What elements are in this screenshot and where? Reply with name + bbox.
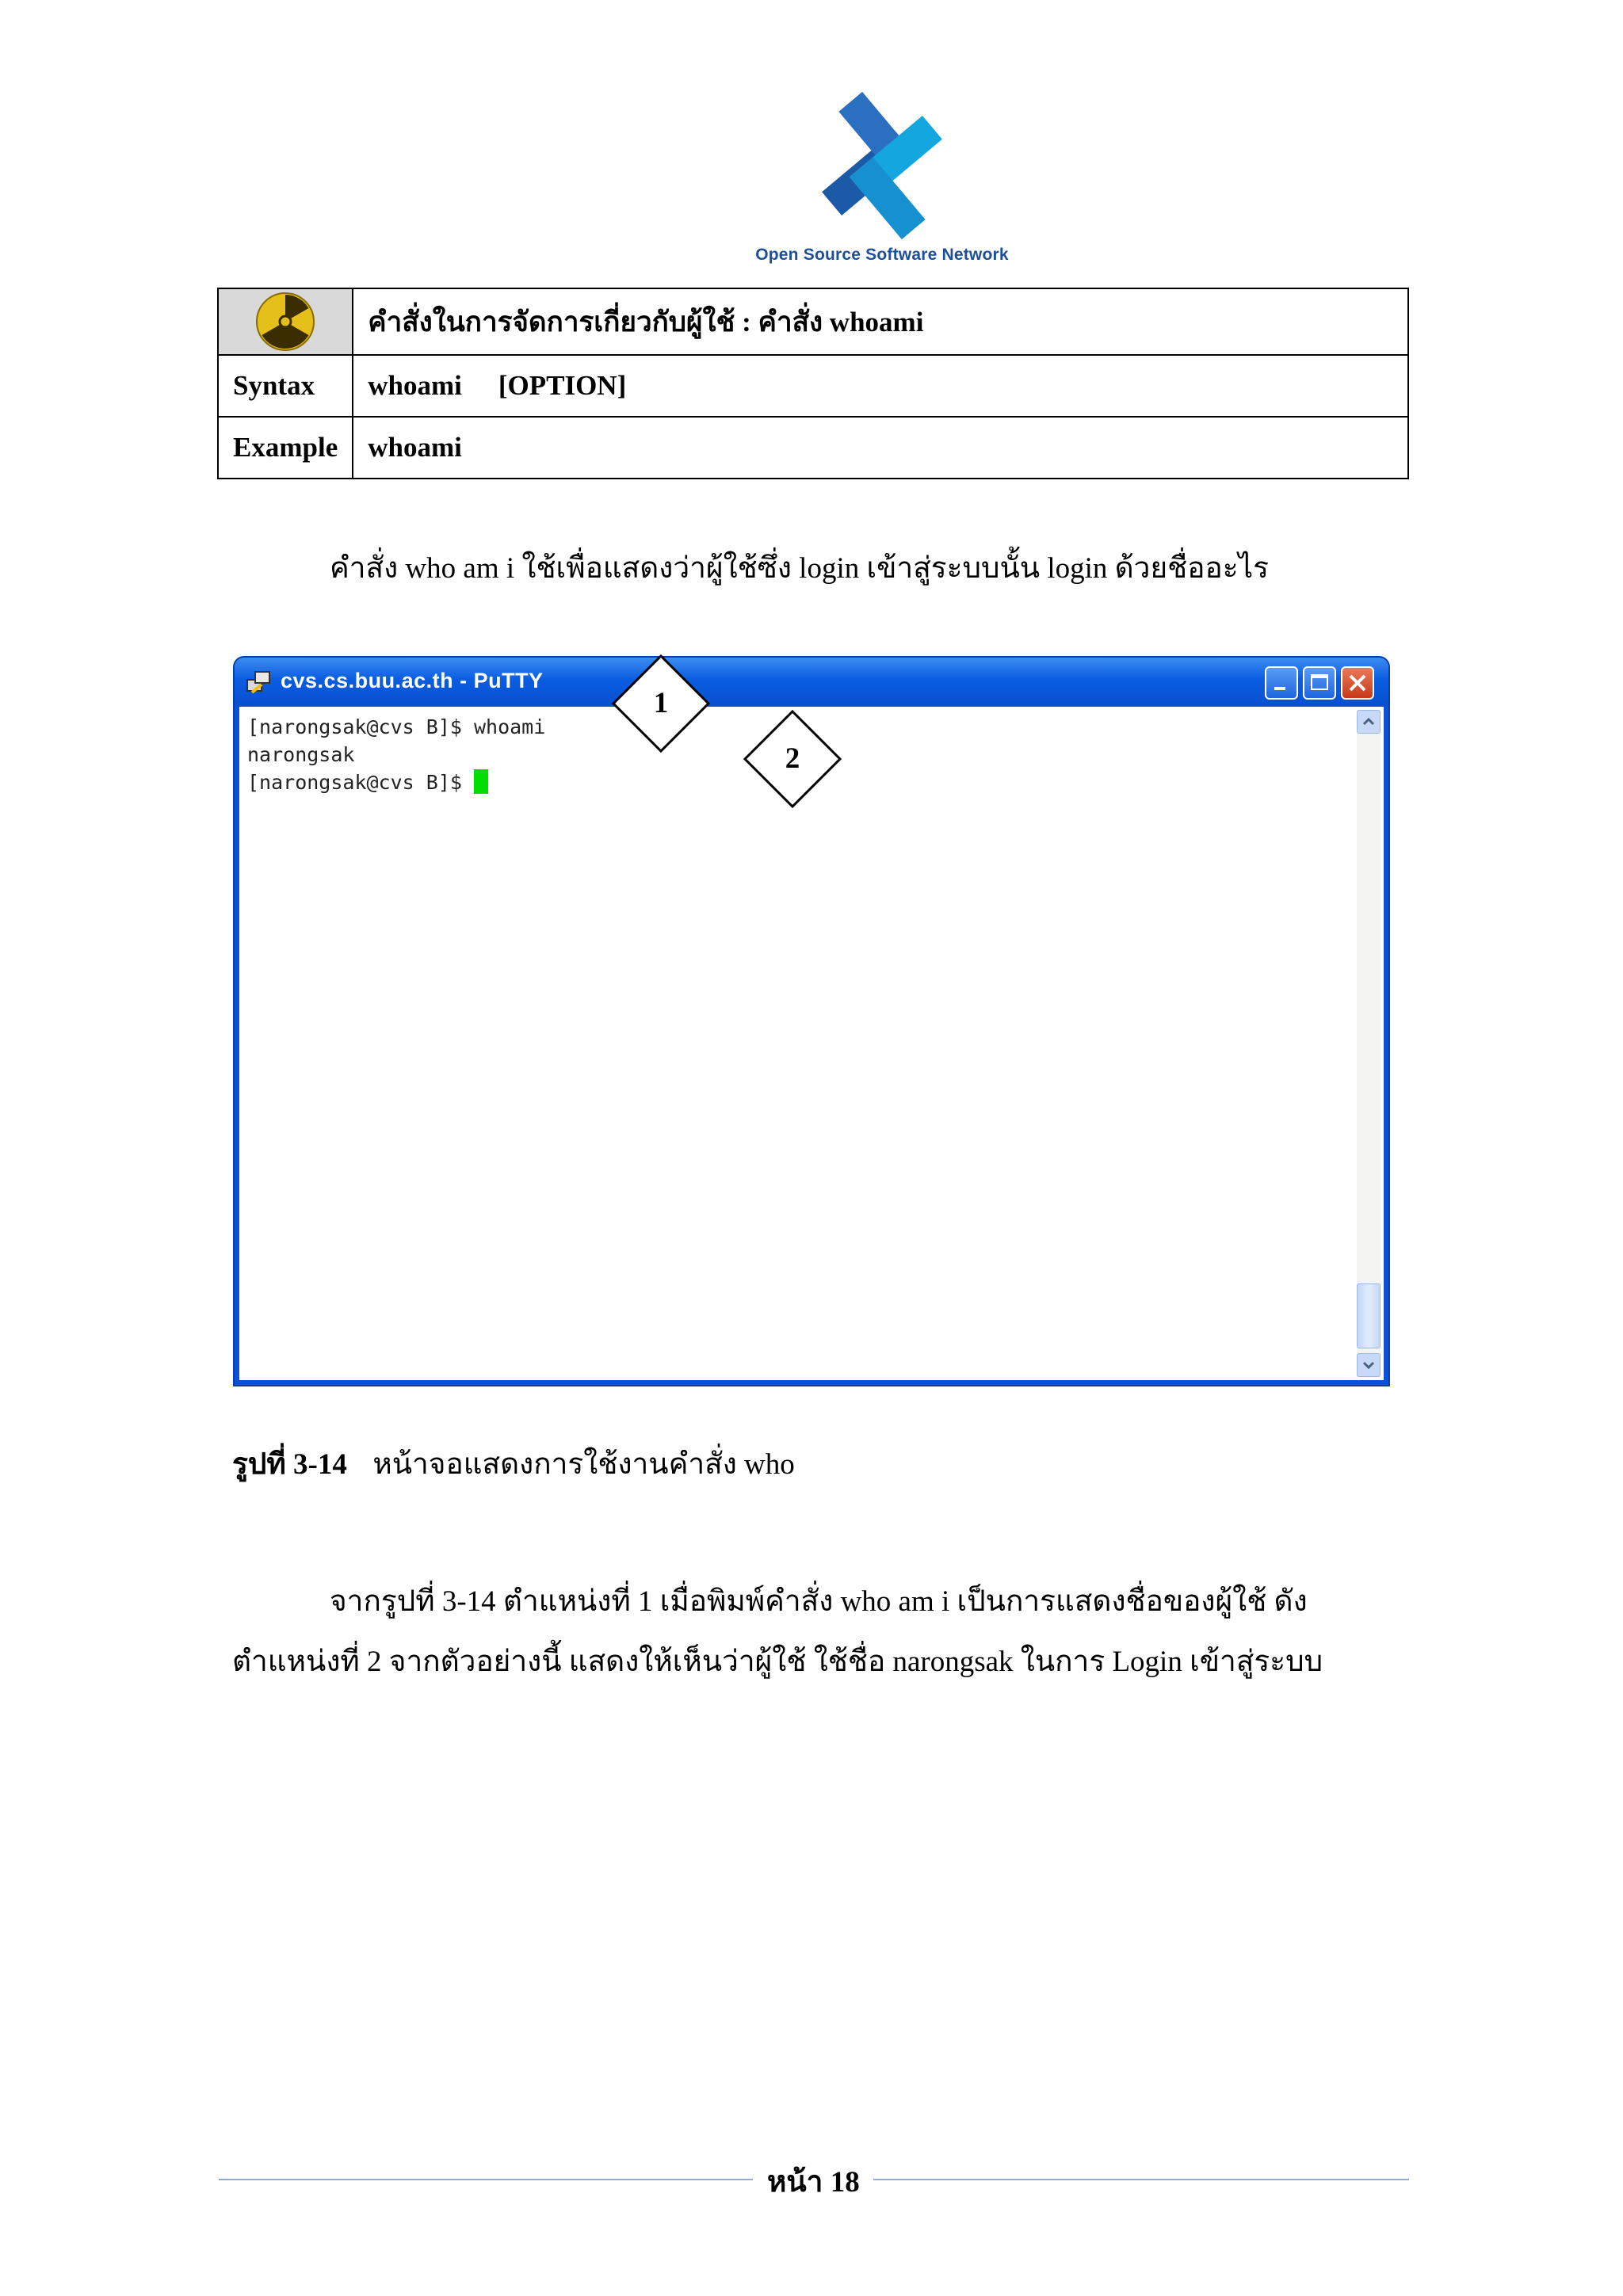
close-button[interactable] bbox=[1341, 666, 1374, 700]
callout-number: 2 bbox=[785, 742, 800, 775]
terminal-line: [narongsak@cvs B]$ bbox=[247, 771, 474, 794]
terminal-line: [narongsak@cvs B]$ whoami bbox=[247, 715, 546, 738]
syntax-option: [OPTION] bbox=[498, 370, 627, 401]
scroll-down-button[interactable] bbox=[1357, 1353, 1381, 1377]
radiation-icon bbox=[254, 290, 317, 353]
osn-logo bbox=[710, 89, 1054, 274]
minimize-icon bbox=[1274, 687, 1285, 690]
figure-label: รูปที่ 3-14 bbox=[232, 1448, 347, 1481]
callout-marker-1 bbox=[610, 653, 712, 754]
vertical-scrollbar[interactable] bbox=[1357, 710, 1381, 1377]
putty-app-icon[interactable] bbox=[246, 669, 273, 696]
chevron-down-icon bbox=[1358, 1354, 1380, 1376]
command-table-header-row bbox=[218, 288, 1408, 355]
figure-caption bbox=[232, 1440, 795, 1487]
logo-text: Open Source Software Network bbox=[755, 246, 1009, 264]
minimize-button[interactable] bbox=[1265, 666, 1298, 700]
osn-logo-icon bbox=[805, 89, 959, 242]
syntax-command: whoami bbox=[368, 370, 462, 401]
example-label: Example bbox=[218, 417, 353, 479]
page-number: หน้า 18 bbox=[767, 2166, 860, 2199]
scroll-thumb[interactable] bbox=[1357, 1283, 1381, 1348]
terminal-prompt-line bbox=[247, 769, 545, 796]
command-table bbox=[217, 288, 1409, 479]
command-icon-cell bbox=[218, 288, 353, 355]
terminal-cursor bbox=[474, 769, 488, 794]
explanation-line-1: จากรูปที่ 3-14 ตำแหน่งที่ 1 เมื่อพิมพ์คำสั่ง who am i เป็นการแสดงชื่อของผู้ใช้ ดัง bbox=[330, 1585, 1308, 1618]
callout-number: 1 bbox=[653, 687, 669, 719]
footer-rule-left bbox=[219, 2179, 753, 2180]
example-value: whoami bbox=[353, 417, 1408, 479]
intro-paragraph: คำสั่ง who am i ใช้เพื่อแสดงว่าผู้ใช้ซึ่ง login เข้าสู่ระบบนั้น login ด้วยชื่ออะไร bbox=[330, 552, 1270, 585]
putty-titlebar[interactable] bbox=[235, 658, 1388, 707]
terminal-output[interactable] bbox=[247, 713, 545, 796]
explanation-line-2: ตำแหน่งที่ 2 จากตัวอย่างนี้ แสดงให้เห็นว่าผู้ใช้ ใช้ชื่อ narongsak ในการ Login เข้าสู่ระบบ bbox=[232, 1646, 1323, 1678]
scroll-up-button[interactable] bbox=[1357, 710, 1381, 734]
maximize-icon bbox=[1311, 674, 1328, 690]
maximize-button[interactable] bbox=[1303, 666, 1336, 700]
syntax-row bbox=[218, 355, 1408, 417]
putty-title: cvs.cs.buu.ac.th - PuTTY bbox=[281, 669, 544, 692]
terminal-line: narongsak bbox=[247, 743, 355, 766]
footer-rule-right bbox=[873, 2179, 1409, 2180]
syntax-label: Syntax bbox=[218, 355, 353, 417]
chevron-up-icon bbox=[1358, 711, 1380, 733]
close-icon bbox=[1342, 668, 1373, 698]
example-row bbox=[218, 417, 1408, 479]
command-title: คำสั่งในการจัดการเกี่ยวกับผู้ใช้ : คำสั่ง whoami bbox=[353, 288, 1408, 355]
callout-marker-2 bbox=[742, 708, 843, 810]
syntax-value bbox=[353, 355, 1408, 417]
putty-window bbox=[233, 656, 1390, 1386]
figure-caption-text: หน้าจอแสดงการใช้งานคำสั่ง who bbox=[372, 1448, 795, 1481]
